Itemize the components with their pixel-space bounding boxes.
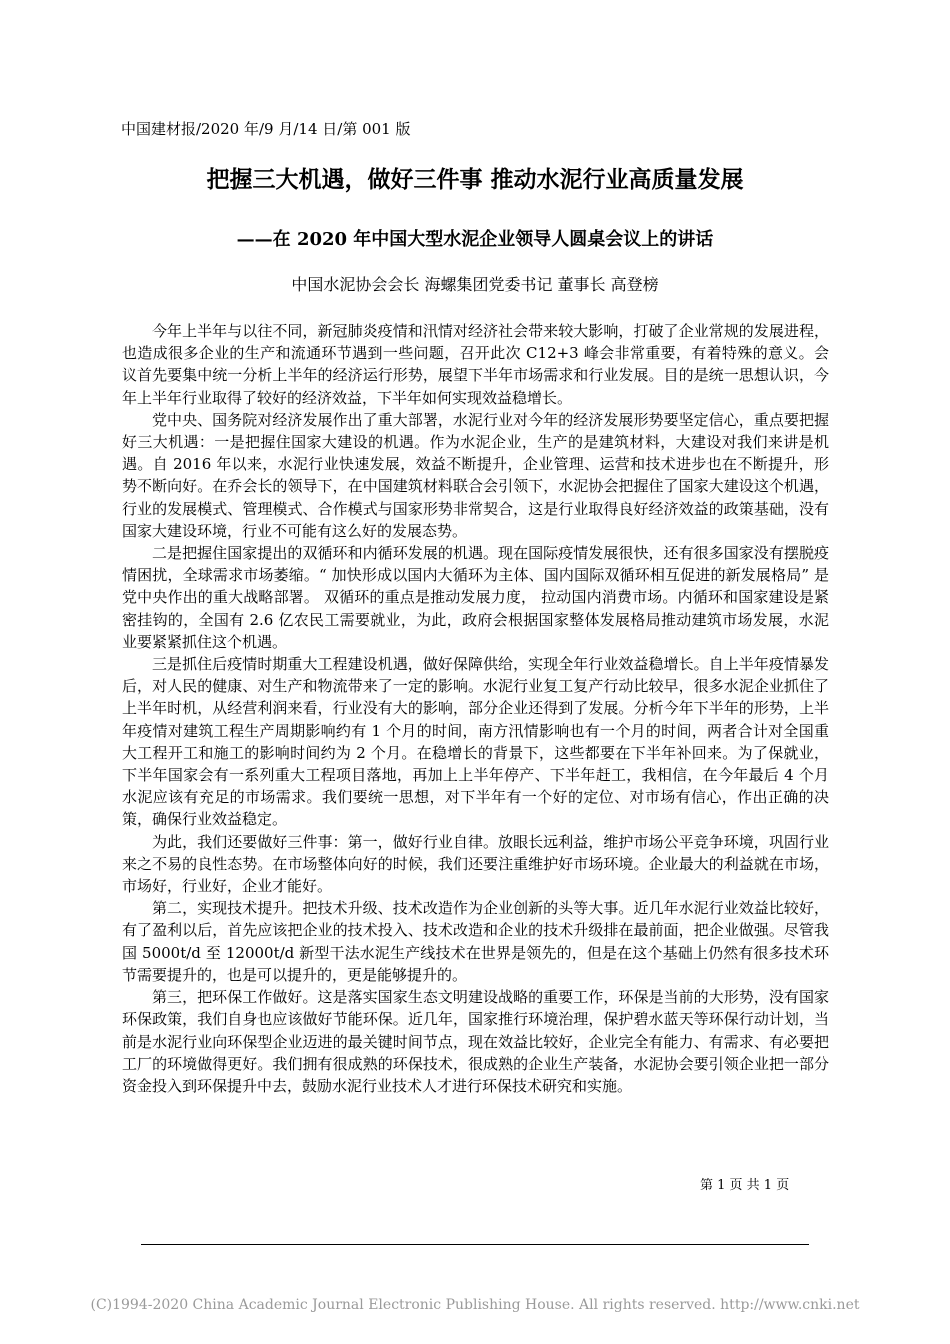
- copyright-watermark: (C)1994-2020 China Academic Journal Electronic Publishing House. All rights reserved. http://www.cnki.net: [90, 1297, 860, 1313]
- paragraph: 二是把握住国家提出的双循环和内循环发展的机遇。现在国际疫情发展很快，还有很多国家没有摆脱疫情困扰，全球需求市场萎缩。“ 加快形成以国内大循环为主体、国内国际双循环相互促进的新发展格局” 是党中央作出的重大战略部署。 双循环的重点是推动发展力度， 拉动国内消费市场。内循环和国家建设是紧密挂钩的，全国有 2.6 亿农民工需要就业，为此，政府会根据国家整体发展格局推动建筑市场发展，水泥业要紧紧抓住这个机遇。: [122, 544, 829, 651]
- paragraph: 党中央、国务院对经济发展作出了重大部署，水泥行业对今年的经济发展形势要坚定信心，重点要把握好三大机遇：一是把握住国家大建设的机遇。作为水泥企业，生产的是建筑材料，大建设对我们来讲是机遇。自 2016 年以来，水泥行业快速发展，效益不断提升，企业管理、运营和技术进步也在不断提升，形势不断向好。在乔会长的领导下，在中国建筑材料联合会引领下，水泥协会把握住了国家大建设这个机遇，行业的发展模式、管理模式、合作模式与国家形势非常契合，这是行业取得良好经济效益的政策基础，没有国家大建设环境，行业不可能有这么好的发展态势。: [122, 410, 829, 540]
- article-title: 把握三大机遇，做好三件事 推动水泥行业高质量发展: [206, 166, 744, 193]
- paragraph: 三是抓住后疫情时期重大工程建设机遇，做好保障供给，实现全年行业效益稳增长。自上半年疫情暴发后，对人民的健康、对生产和物流带来了一定的影响。水泥行业复工复产行动比较早，很多水泥企业抓住了上半年时机，从经营利润来看，行业没有大的影响，部分企业还得到了发展。分析今年下半年的形势，上半年疫情对建筑工程生产周期影响约有 1 个月的时间，南方汛情影响也有一个月的时间，两者合计对全国重大工程开工和施工的影响时间约为 2 个月。在稳增长的背景下，这些都要在下半年补回来。为了保就业，下半年国家会有一系列重大工程项目落地，再加上上半年停产、下半年赶工，我相信，在今年最后 4 个月水泥应该有充足的市场需求。我们要统一思想，对下半年有一个好的定位、对市场有信心，作出正确的决策，确保行业效益稳定。: [122, 655, 829, 829]
- paragraph: 今年上半年与以往不同，新冠肺炎疫情和汛情对经济社会带来较大影响，打破了企业常规的发展进程，也造成很多企业的生产和流通环节遇到一些问题，召开此次 C12+3 峰会非常重要，有着特殊的意义。会议首先要集中统一分析上半年的经济运行形势，展望下半年市场需求和行业发展。目的是统一思想认识，今年上半年行业取得了较好的经济效益，下半年如何实现效益稳增长。: [122, 322, 829, 407]
- footer-divider: [141, 1244, 809, 1245]
- paragraph: 第二，实现技术提升。把技术升级、技术改造作为企业创新的头等大事。近几年水泥行业效益比较好，有了盈利以后，首先应该把企业的技术投入、技术改造和企业的技术升级排在最前面，把企业做强。尽管我国 5000t/d 至 12000t/d 新型干法水泥生产线技术在世界是领先的，但是在这个基础上仍然有很多技术环节需要提升的，也是可以提升的，更是能够提升的。: [122, 899, 829, 984]
- article-author: 中国水泥协会会长 海螺集团党委书记 董事长 高登榜: [291, 275, 659, 294]
- paragraph: 第三，把环保工作做好。这是落实国家生态文明建设战略的重要工作，环保是当前的大形势，没有国家环保政策，我们自身也应该做好节能环保。近几年，国家推行环境治理，保护碧水蓝天等环保行动计划，当前是水泥行业向环保型企业迈进的最关键时间节点，现在效益比较好，企业完全有能力、有需求、有必要把工厂的环境做得更好。我们拥有很成熟的环保技术，很成熟的企业生产装备，水泥协会要引领企业把一部分资金投入到环保提升中去，鼓励水泥行业技术人才进行环保技术研究和实施。: [122, 988, 829, 1095]
- article-body: [122, 320, 829, 1097]
- article-subtitle: ——在 2020 年中国大型水泥企业领导人圆桌会议上的讲话: [236, 229, 714, 250]
- source-line: 中国建材报/2020 年/9 月/14 日/第 001 版: [121, 120, 411, 138]
- page-number: 第 1 页 共 1 页: [700, 1178, 790, 1193]
- paragraph: 为此，我们还要做好三件事：第一，做好行业自律。放眼长远利益，维护市场公平竞争环境，巩固行业来之不易的良性态势。在市场整体向好的时候，我们还要注重维护好市场环境。企业最大的利益就在市场，市场好，行业好，企业才能好。: [122, 832, 829, 896]
